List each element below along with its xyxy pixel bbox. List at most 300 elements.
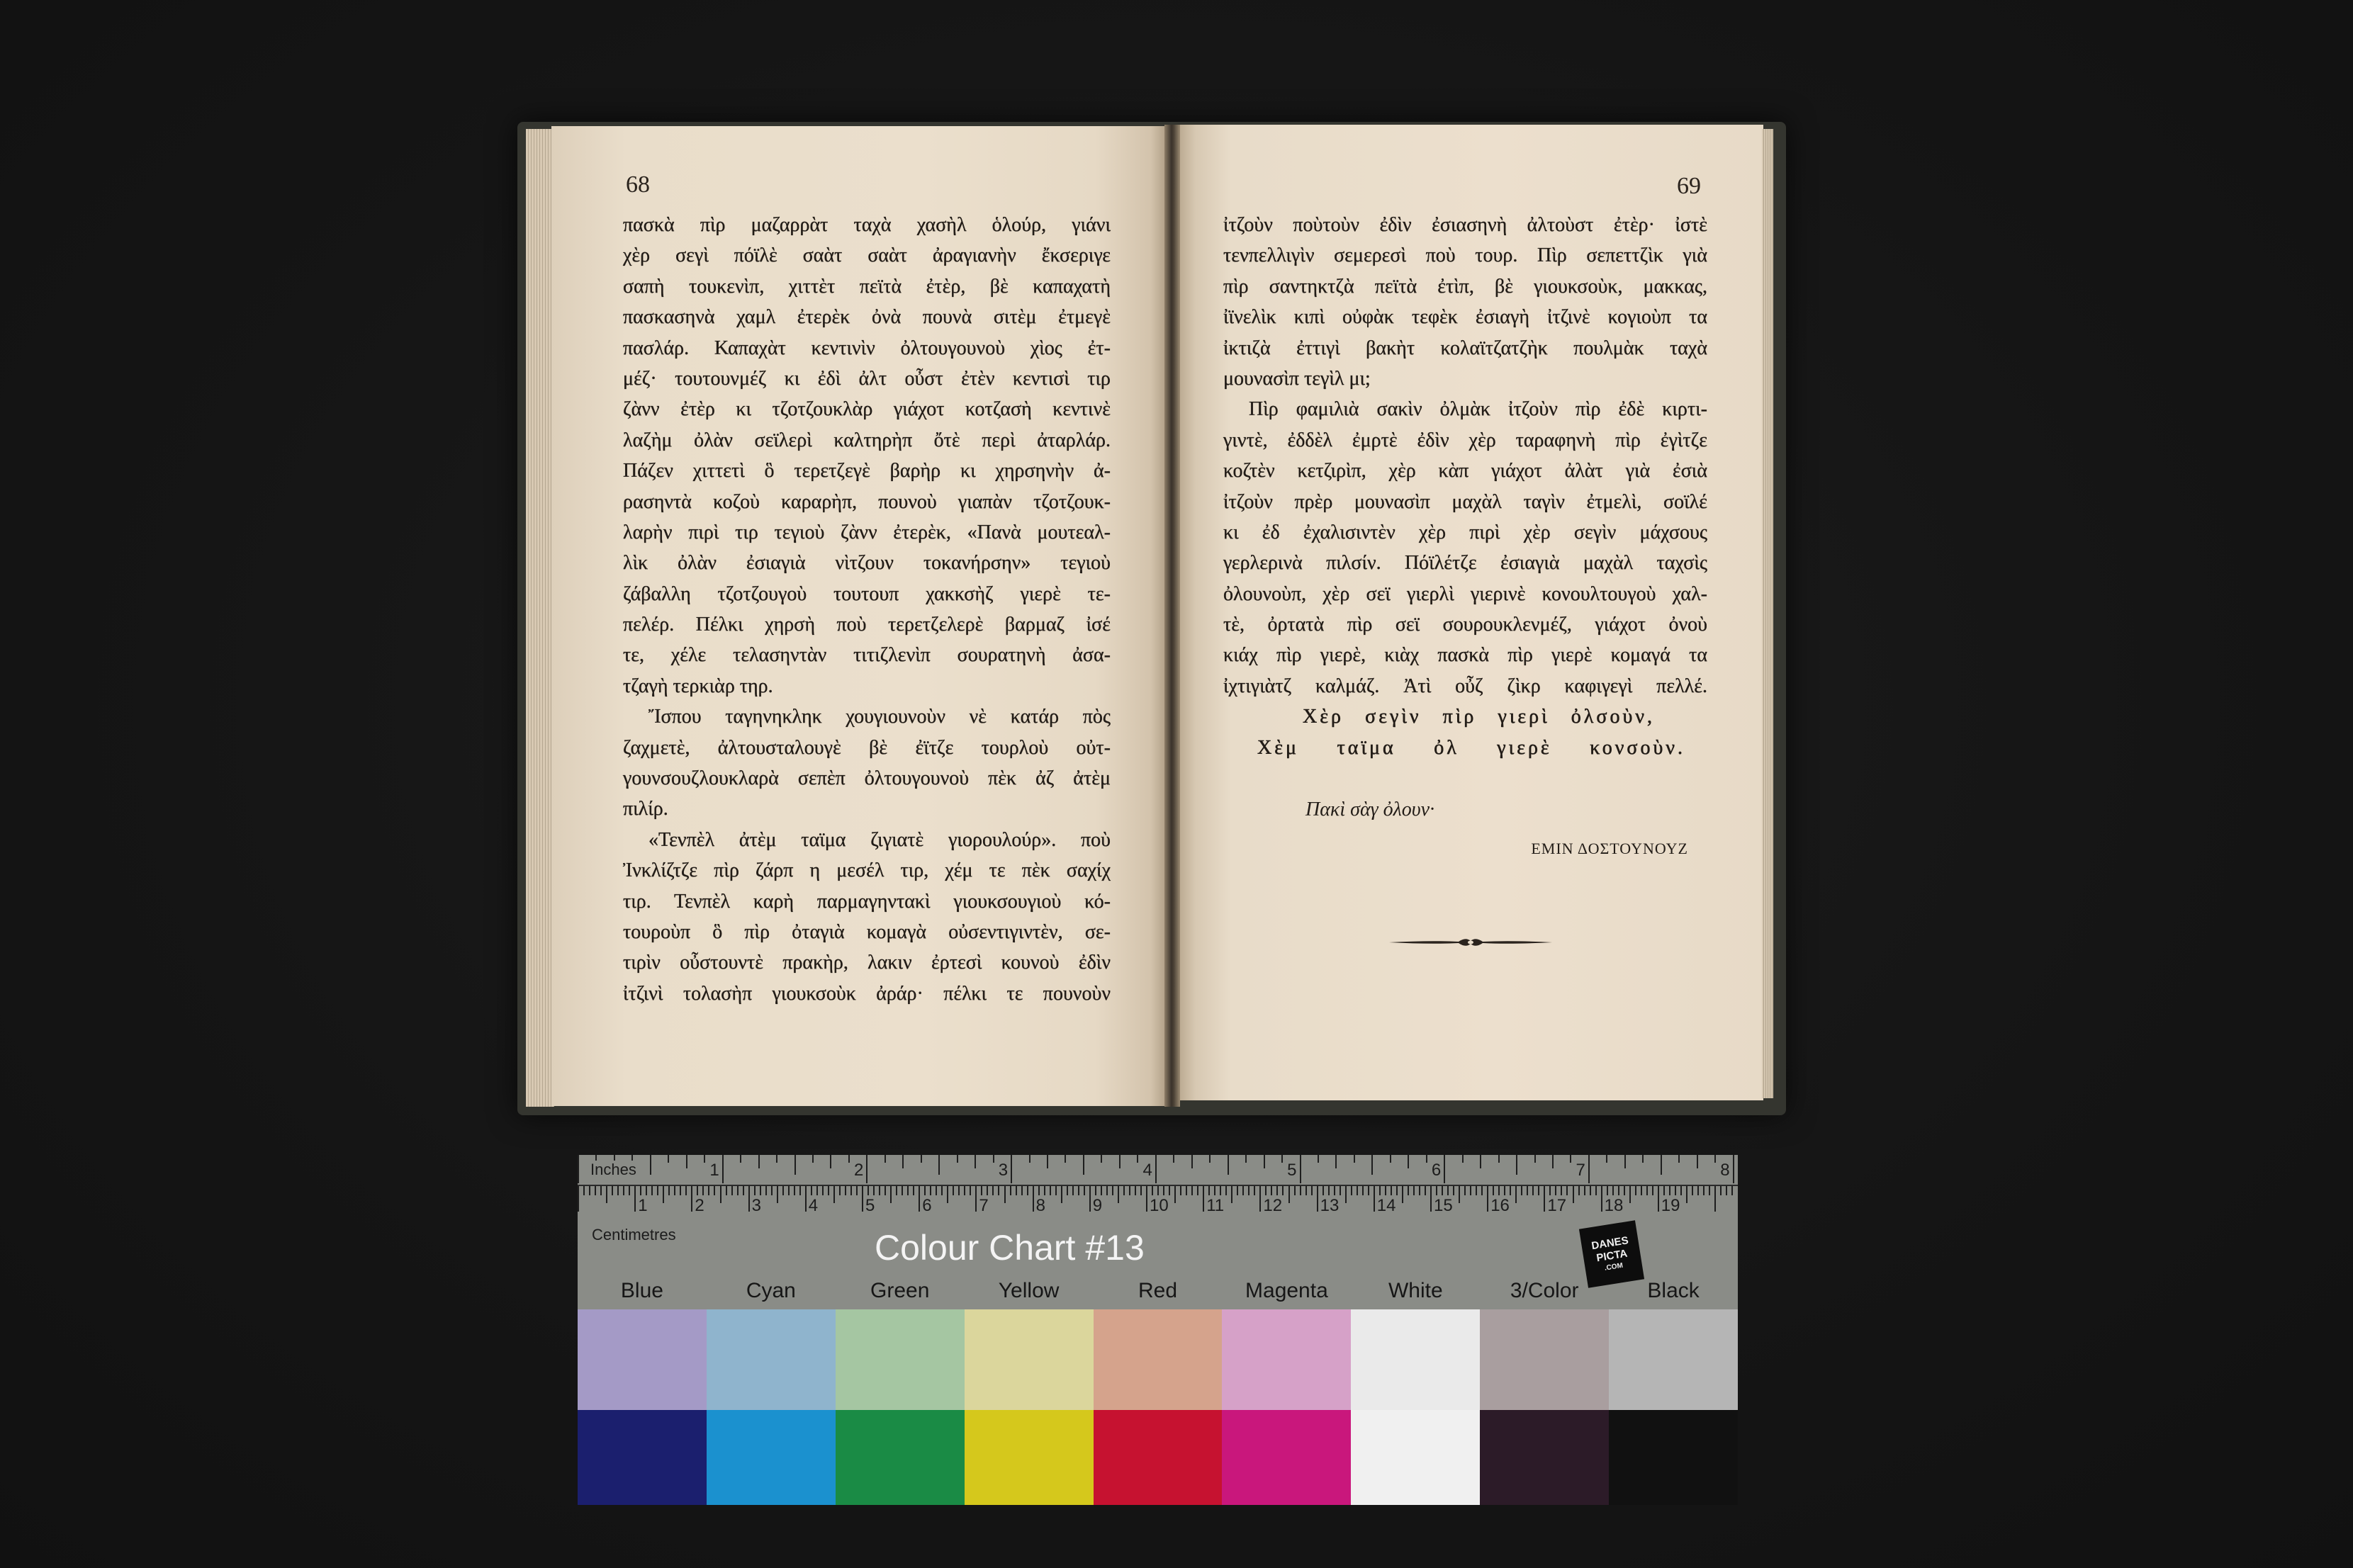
text-line: Ἰνκλίζτζε πὶρ ζάρπ η μεσέλ τιρ, χέμ τε πὲκ σαχίχ <box>623 859 1111 882</box>
mm-tick <box>589 1186 590 1195</box>
ruler-scale <box>578 1155 1738 1226</box>
inch-subtick <box>1642 1155 1644 1163</box>
swatch-light <box>1222 1309 1351 1410</box>
mm-tick <box>1322 1186 1324 1195</box>
cm-tick <box>1089 1186 1091 1212</box>
inch-subtick <box>957 1155 958 1163</box>
text-line: πασλάρ. Καπαχὰτ κεντινὶν ὀλτουγουνοὺ χὶος ἐτ- <box>623 337 1111 359</box>
mm-tick <box>1476 1186 1477 1195</box>
page-number-left: 68 <box>626 171 650 198</box>
cm-tick <box>1487 1186 1488 1212</box>
text-line: γερλερινὰ πιλσίν. Πόϊλέτζε ἐσιαγιὰ μαχὰλ ταχσὶς <box>1223 552 1707 575</box>
text-line: πελέρ. Πέλκι χηρσὴ ποὺ τερετζελερὲ βαρμαζ ἰσέ <box>623 614 1111 636</box>
mm-tick <box>1123 1186 1125 1195</box>
text-line: ὀλουνοὺπ, χὲρ σεϊ γιερλὶ γιερινὲ κονουλτουγοὺ χαλ- <box>1223 582 1707 605</box>
mm-tick <box>1584 1186 1585 1195</box>
right-page-edges <box>1762 129 1773 1098</box>
cm-tick <box>1714 1186 1716 1212</box>
mm-tick <box>811 1186 812 1195</box>
mm-tick <box>885 1186 886 1195</box>
mm-tick <box>1419 1186 1420 1195</box>
swatch-labels <box>578 1277 1738 1305</box>
mm-tick <box>1624 1186 1625 1195</box>
cm-number: 12 <box>1263 1196 1283 1215</box>
text-line: πιλίρ. <box>623 798 668 820</box>
inch-number: 7 <box>1576 1161 1585 1180</box>
mm-tick <box>987 1186 988 1195</box>
mm-tick <box>1038 1186 1040 1195</box>
cm-number: 17 <box>1547 1196 1567 1215</box>
mm-tick <box>623 1186 624 1195</box>
inch-subtick <box>1137 1155 1138 1163</box>
swatch-label: Red <box>1138 1279 1178 1302</box>
text-line: ζὰνν ἐτὲρ κι τζοτζουκλὰρ γιάχοτ κοτζασὴ κεντινὲ <box>623 398 1111 421</box>
mm-tick <box>1242 1186 1244 1195</box>
cm-number: 7 <box>979 1196 989 1215</box>
mm-tick <box>657 1186 658 1195</box>
cm-tick <box>1601 1186 1602 1212</box>
mm-tick <box>850 1186 852 1195</box>
swatch-label: Black <box>1647 1279 1700 1302</box>
mm-tick <box>1237 1186 1238 1195</box>
mm-tick <box>1470 1186 1471 1195</box>
mm-tick <box>1078 1186 1079 1195</box>
cm-number: 4 <box>808 1196 819 1215</box>
mm-tick <box>1010 1186 1011 1195</box>
mm-tick <box>697 1186 698 1195</box>
inch-tick <box>578 1155 579 1183</box>
mm-tick <box>1084 1186 1085 1195</box>
inch-subtick <box>1534 1155 1536 1163</box>
swatch-light <box>1351 1309 1480 1410</box>
cm-tick <box>1658 1186 1659 1212</box>
swatch-dark <box>1222 1410 1351 1505</box>
mm-tick <box>640 1186 641 1195</box>
swatch-label: 3/Color <box>1510 1279 1579 1302</box>
inch-number: 4 <box>1142 1161 1152 1180</box>
mm-tick <box>1459 1186 1460 1203</box>
inch-tick <box>1155 1155 1157 1183</box>
mm-tick <box>1095 1186 1096 1195</box>
inch-tick <box>1588 1155 1590 1183</box>
inch-number: 2 <box>854 1161 864 1180</box>
text-line: λαζὴμ ὀλὰν σεϊλερὶ καλτηρὴπ ὄτὲ περὶ ἀταρλάρ. <box>623 429 1111 451</box>
inch-number: 8 <box>1720 1161 1730 1180</box>
mm-tick <box>1379 1186 1381 1195</box>
left-page-text <box>623 210 1111 1009</box>
mm-tick <box>1447 1186 1449 1195</box>
inch-subtick <box>1390 1155 1391 1163</box>
text-line: τὲ, ὀρτατὰ πὶρ σεϊ σουρουκλενμέζ, γιάχοτ ὀνοὺ <box>1223 614 1707 636</box>
mm-tick <box>1157 1186 1159 1195</box>
text-line: ἰχτιγιὰτζ καλμάζ. Ἀτὶ οὖζ ζὶκρ καφιγεγὶ πελλέ. <box>1223 675 1707 697</box>
swatch-label: Cyan <box>746 1279 796 1302</box>
mm-tick <box>1021 1186 1023 1195</box>
cm-tick <box>748 1186 750 1212</box>
mm-tick <box>947 1186 948 1203</box>
inch-subtick <box>1678 1155 1680 1163</box>
mm-tick <box>822 1186 824 1195</box>
mm-tick <box>1345 1186 1347 1203</box>
mm-tick <box>930 1186 931 1195</box>
cm-number: 2 <box>695 1196 704 1215</box>
inch-subtick <box>1552 1155 1554 1168</box>
inch-subtick <box>938 1155 940 1175</box>
text-line: Ἴσπου ταγηνηκληκ χουγιουνοὺν νὲ κατάρ πὸς <box>648 706 1111 728</box>
text-line: τε, χέλε τελασηντὰν τιτιζλενὶπ σουρατηνὴ ἀσα- <box>623 644 1111 667</box>
mm-tick <box>1362 1186 1364 1195</box>
mm-tick <box>731 1186 733 1195</box>
inch-subtick <box>1119 1155 1121 1168</box>
mm-tick <box>856 1186 858 1195</box>
swatch-label: White <box>1388 1279 1443 1302</box>
cm-number: 5 <box>865 1196 875 1215</box>
inch-subtick <box>758 1155 760 1168</box>
centimetres-label: Centimetres <box>592 1226 676 1243</box>
swatch-dark <box>1609 1410 1738 1505</box>
mm-tick <box>799 1186 801 1195</box>
mm-tick <box>828 1186 829 1195</box>
inch-subtick <box>1570 1155 1571 1163</box>
cm-tick <box>1374 1186 1375 1212</box>
mm-tick <box>1351 1186 1352 1195</box>
mm-tick <box>1106 1186 1108 1195</box>
mm-tick <box>1686 1186 1687 1203</box>
inch-subtick <box>1606 1155 1607 1163</box>
mm-tick <box>1180 1186 1181 1195</box>
mm-tick <box>992 1186 994 1195</box>
cm-tick <box>805 1186 807 1212</box>
mm-tick <box>1646 1186 1648 1195</box>
mm-tick <box>771 1186 773 1195</box>
mm-tick <box>782 1186 784 1195</box>
mm-tick <box>1573 1186 1574 1203</box>
mm-tick <box>600 1186 602 1195</box>
inch-tick <box>1444 1155 1445 1183</box>
mm-tick <box>1709 1186 1710 1195</box>
mm-tick <box>1578 1186 1580 1195</box>
inch-subtick <box>1191 1155 1193 1168</box>
mm-tick <box>1549 1186 1551 1195</box>
colour-chart <box>578 1155 1738 1505</box>
logo-text: PICTA <box>1595 1247 1629 1265</box>
swatch-dark <box>965 1410 1094 1505</box>
swatch-light <box>836 1309 965 1410</box>
mm-tick <box>1265 1186 1267 1195</box>
mm-tick <box>595 1186 596 1195</box>
text-line: κι ἐδ ἐχαλισιντὲν χὲρ πιρὶ χὲρ σεγὶν μάχσους <box>1223 521 1707 543</box>
mm-tick <box>1044 1186 1045 1195</box>
mm-tick <box>612 1186 613 1195</box>
text-line: ζαχμετὲ, ἀλτουσταλουγὲ βὲ ἐϊτζε τουρλοὺ οὐτ- <box>623 736 1111 759</box>
mm-tick <box>998 1186 999 1195</box>
mm-tick <box>583 1186 585 1195</box>
mm-tick <box>1527 1186 1528 1195</box>
mm-tick <box>788 1186 790 1195</box>
swatch-label: Green <box>870 1279 930 1302</box>
cm-number: 11 <box>1206 1196 1225 1215</box>
right-page-text <box>1223 210 1707 763</box>
mm-tick <box>777 1186 778 1203</box>
mm-tick <box>1629 1186 1631 1203</box>
inch-tick <box>722 1155 724 1183</box>
inch-subtick <box>1426 1155 1427 1163</box>
mm-tick <box>1481 1186 1483 1195</box>
ruler-divider <box>578 1185 1738 1186</box>
cm-tick <box>1544 1186 1545 1212</box>
mm-tick <box>1197 1186 1198 1195</box>
cm-number: 3 <box>751 1196 761 1215</box>
mm-tick <box>1334 1186 1335 1195</box>
cm-number: 16 <box>1490 1196 1510 1215</box>
mm-tick <box>1152 1186 1153 1195</box>
decorative-rule <box>1388 934 1554 951</box>
mm-tick <box>1191 1186 1193 1195</box>
mm-tick <box>958 1186 960 1195</box>
swatch-dark <box>1351 1410 1480 1505</box>
mm-tick <box>1169 1186 1170 1195</box>
inch-number: 1 <box>709 1161 719 1180</box>
mm-tick <box>907 1186 909 1195</box>
cm-tick <box>1203 1186 1204 1212</box>
swatch-light <box>707 1309 836 1410</box>
mm-tick <box>1016 1186 1017 1195</box>
mm-tick <box>765 1186 767 1195</box>
logo-text: .COM <box>1604 1261 1624 1273</box>
inch-subtick <box>830 1155 831 1168</box>
chart-title: Colour Chart #13 <box>875 1228 1145 1268</box>
swatch-dark <box>1480 1410 1609 1505</box>
mm-tick <box>1368 1186 1369 1195</box>
mm-tick <box>964 1186 965 1195</box>
inch-subtick <box>1101 1155 1102 1163</box>
mm-tick <box>1538 1186 1539 1195</box>
text-line: σαπὴ τουκενὶπ, χιττὲτ πεϊτὰ ἐτὲρ, βὲ καπαχατὴ <box>623 275 1111 298</box>
mm-tick <box>680 1186 681 1195</box>
text-line: τζαγὴ τερκιὰρ τηρ. <box>623 675 773 697</box>
mm-tick <box>754 1186 756 1195</box>
mm-tick <box>1385 1186 1386 1195</box>
mm-tick <box>1697 1186 1699 1195</box>
mm-tick <box>1276 1186 1278 1195</box>
inch-subtick <box>650 1155 651 1175</box>
text-line: μέζ· τουτουνμέζ κι ἐδὶ ἀλτ οὖστ ἐτὲν κεντισὶ τιρ <box>623 367 1111 390</box>
mm-tick <box>1703 1186 1705 1195</box>
mm-tick <box>1726 1186 1727 1195</box>
mm-tick <box>902 1186 903 1195</box>
cm-number: 9 <box>1092 1196 1103 1215</box>
mm-tick <box>1464 1186 1466 1195</box>
mm-tick <box>646 1186 647 1195</box>
mm-tick <box>1680 1186 1682 1195</box>
cm-number: 8 <box>1035 1196 1045 1215</box>
text-line: γιντὲ, ἐδδὲλ ἐμρτὲ ἐδὶν χὲρ ταραφηνὴ πὶρ ἐγὶτζε <box>1223 429 1707 451</box>
inch-subtick <box>1335 1155 1337 1168</box>
mm-tick <box>1050 1186 1051 1195</box>
mm-tick <box>953 1186 954 1195</box>
text-line: πασκασηνὰ χαμλ ἐτερὲκ ὀνὰ πουνὰ σιτὲμ ἐτμεγὲ <box>623 306 1111 329</box>
mm-tick <box>839 1186 841 1195</box>
mm-tick <box>1504 1186 1505 1195</box>
inch-subtick <box>1281 1155 1283 1163</box>
cm-tick <box>862 1186 863 1212</box>
mm-tick <box>1425 1186 1426 1195</box>
inch-subtick <box>1209 1155 1211 1163</box>
mm-tick <box>702 1186 704 1195</box>
text-line: ἰτζοὺν ποὺτοὺν ἐδὶν ἐσιασηνὴ ἀλτοὺστ ἐτὲρ· ἰστὲ <box>1223 214 1707 236</box>
mm-tick <box>1402 1186 1403 1203</box>
text-line: ἰτζινὶ τολασὴπ γιουκσοὺκ ἀράρ· πέλκι τε πουνοὺν <box>623 982 1111 1005</box>
cm-tick <box>1430 1186 1432 1212</box>
mm-tick <box>1248 1186 1249 1195</box>
inch-subtick <box>1047 1155 1048 1168</box>
swatch-light <box>1480 1309 1609 1410</box>
mm-tick <box>1288 1186 1290 1203</box>
mm-tick <box>867 1186 869 1195</box>
mm-tick <box>1220 1186 1221 1195</box>
logo-text: DANES <box>1590 1234 1629 1253</box>
inch-subtick <box>776 1155 777 1163</box>
mm-tick <box>1214 1186 1215 1195</box>
inch-subtick <box>740 1155 741 1163</box>
cm-tick <box>1317 1186 1318 1212</box>
inch-subtick <box>1083 1155 1084 1175</box>
mm-tick <box>1101 1186 1102 1195</box>
text-line: λαρὴν πιρὶ τιρ τεγιοὺ ζὰνν ἐτερὲκ, «Πανὰ μουτεαλ- <box>623 521 1111 543</box>
swatch-dark <box>578 1410 707 1505</box>
cm-tick <box>691 1186 692 1212</box>
mm-tick <box>1532 1186 1534 1195</box>
mm-tick <box>720 1186 721 1203</box>
mm-tick <box>1720 1186 1722 1195</box>
mm-tick <box>941 1186 943 1195</box>
mm-tick <box>760 1186 761 1195</box>
inch-subtick <box>902 1155 904 1168</box>
cm-number: 19 <box>1661 1196 1680 1215</box>
mm-tick <box>1357 1186 1358 1195</box>
inch-subtick <box>1318 1155 1319 1163</box>
mm-tick <box>1067 1186 1068 1195</box>
mm-tick <box>726 1186 727 1195</box>
text-line: ζάβαλλη τζοτζουγοὺ τουτουπ χακκσὴζ γιερὲ τε- <box>623 582 1111 605</box>
mm-tick <box>1521 1186 1522 1195</box>
mm-tick <box>1590 1186 1591 1195</box>
mm-tick <box>1294 1186 1296 1195</box>
mm-tick <box>685 1186 687 1195</box>
mm-tick <box>629 1186 630 1195</box>
mm-tick <box>1498 1186 1500 1195</box>
mm-tick <box>1140 1186 1142 1195</box>
inch-subtick <box>1354 1155 1355 1163</box>
cm-tick <box>634 1186 636 1212</box>
mm-tick <box>1436 1186 1437 1195</box>
mm-tick <box>1311 1186 1313 1195</box>
mm-tick <box>924 1186 926 1195</box>
mm-tick <box>1305 1186 1307 1195</box>
text-line: ρασηντὰ κοζοὺ καραρὴπ, πουνοὺ γιαπὰν τζοτζουκ- <box>623 490 1111 513</box>
swatch-dark <box>707 1410 836 1505</box>
mm-tick <box>1566 1186 1568 1195</box>
mm-tick <box>1692 1186 1693 1195</box>
inch-subtick <box>1065 1155 1066 1163</box>
mm-tick <box>1663 1186 1665 1195</box>
inch-subtick <box>668 1155 669 1163</box>
mm-tick <box>1055 1186 1057 1195</box>
inch-tick <box>866 1155 867 1183</box>
cm-tick <box>1259 1186 1261 1212</box>
author-signature: ΕΜΙΝ ΔΟΣΤΟΥΝΟΥΖ <box>1531 840 1688 857</box>
mm-tick <box>743 1186 744 1195</box>
inch-subtick <box>1173 1155 1174 1163</box>
mm-tick <box>1561 1186 1562 1195</box>
text-line: ἰκτιζὰ ἐττιγὶ βακὴτ κολαϊτζατζὴκ πουλμὰκ ταχὰ <box>1223 337 1707 359</box>
mm-tick <box>674 1186 675 1195</box>
mm-tick <box>1340 1186 1341 1195</box>
mm-tick <box>1675 1186 1676 1195</box>
swatch-row-light <box>578 1309 1738 1410</box>
text-line: λὶκ ὀλὰν ἐσιαγιὰ νὶτζουν τοκανήρσην» τεγιοὺ <box>623 552 1111 575</box>
swatch-dark <box>1094 1410 1223 1505</box>
mm-tick <box>1555 1186 1556 1195</box>
mm-tick <box>879 1186 880 1195</box>
mm-tick <box>1328 1186 1330 1195</box>
text-line: τιρ. Τενπὲλ καρὴ παρμαγηντακὶ γιουκσουγιοὺ κό- <box>623 890 1111 913</box>
text-line: πὶρ σαντηκτζὰ πεϊτὰ ἐτὶπ, βὲ γιουκσοὺκ, μακκας, <box>1223 275 1707 298</box>
mm-tick <box>1510 1186 1511 1195</box>
cm-number: 15 <box>1434 1196 1453 1215</box>
inch-subtick <box>1697 1155 1698 1168</box>
text-line: «Τενπὲλ ἀτὲμ ταϊμα ζιγιατὲ γιορουλούρ». ποὺ <box>648 828 1111 851</box>
swatch-light <box>965 1309 1094 1410</box>
mm-tick <box>1174 1186 1176 1203</box>
swatch-label: Blue <box>620 1279 663 1302</box>
mm-tick <box>1282 1186 1284 1195</box>
mm-tick <box>1129 1186 1130 1195</box>
inch-subtick <box>1480 1155 1481 1168</box>
inch-tick <box>1733 1155 1734 1183</box>
mm-tick <box>1607 1186 1608 1195</box>
inch-subtick <box>1516 1155 1517 1175</box>
verse-line: Χὲρ σεγὶν πὶρ γιερὶ ὀλσοὺν, <box>1303 706 1655 728</box>
cm-tick <box>1146 1186 1147 1212</box>
inch-subtick <box>1029 1155 1031 1163</box>
text-line: μουνασὶπ τεγὶλ μι; <box>1223 367 1371 390</box>
page-number-right: 69 <box>1677 173 1701 199</box>
mm-tick <box>1231 1186 1232 1203</box>
mm-tick <box>1408 1186 1409 1195</box>
mm-tick <box>981 1186 982 1195</box>
inch-subtick <box>975 1155 976 1168</box>
cm-number: 1 <box>638 1196 648 1215</box>
inch-number: 6 <box>1431 1161 1442 1180</box>
swatch-light <box>578 1309 707 1410</box>
swatch-label: Magenta <box>1245 1279 1328 1302</box>
inch-subtick <box>1624 1155 1626 1168</box>
inch-subtick <box>1661 1155 1662 1175</box>
inch-subtick <box>1462 1155 1464 1163</box>
swatch-label: Yellow <box>998 1279 1060 1302</box>
mm-tick <box>1186 1186 1187 1195</box>
mm-tick <box>1618 1186 1619 1195</box>
inch-tick <box>1300 1155 1301 1183</box>
inch-tick <box>1011 1155 1012 1183</box>
inch-subtick <box>686 1155 687 1168</box>
inches-label: Inches <box>586 1161 641 1179</box>
inch-subtick <box>812 1155 814 1163</box>
mm-tick <box>1208 1186 1210 1195</box>
swatch-light <box>1609 1309 1738 1410</box>
mm-tick <box>913 1186 914 1195</box>
